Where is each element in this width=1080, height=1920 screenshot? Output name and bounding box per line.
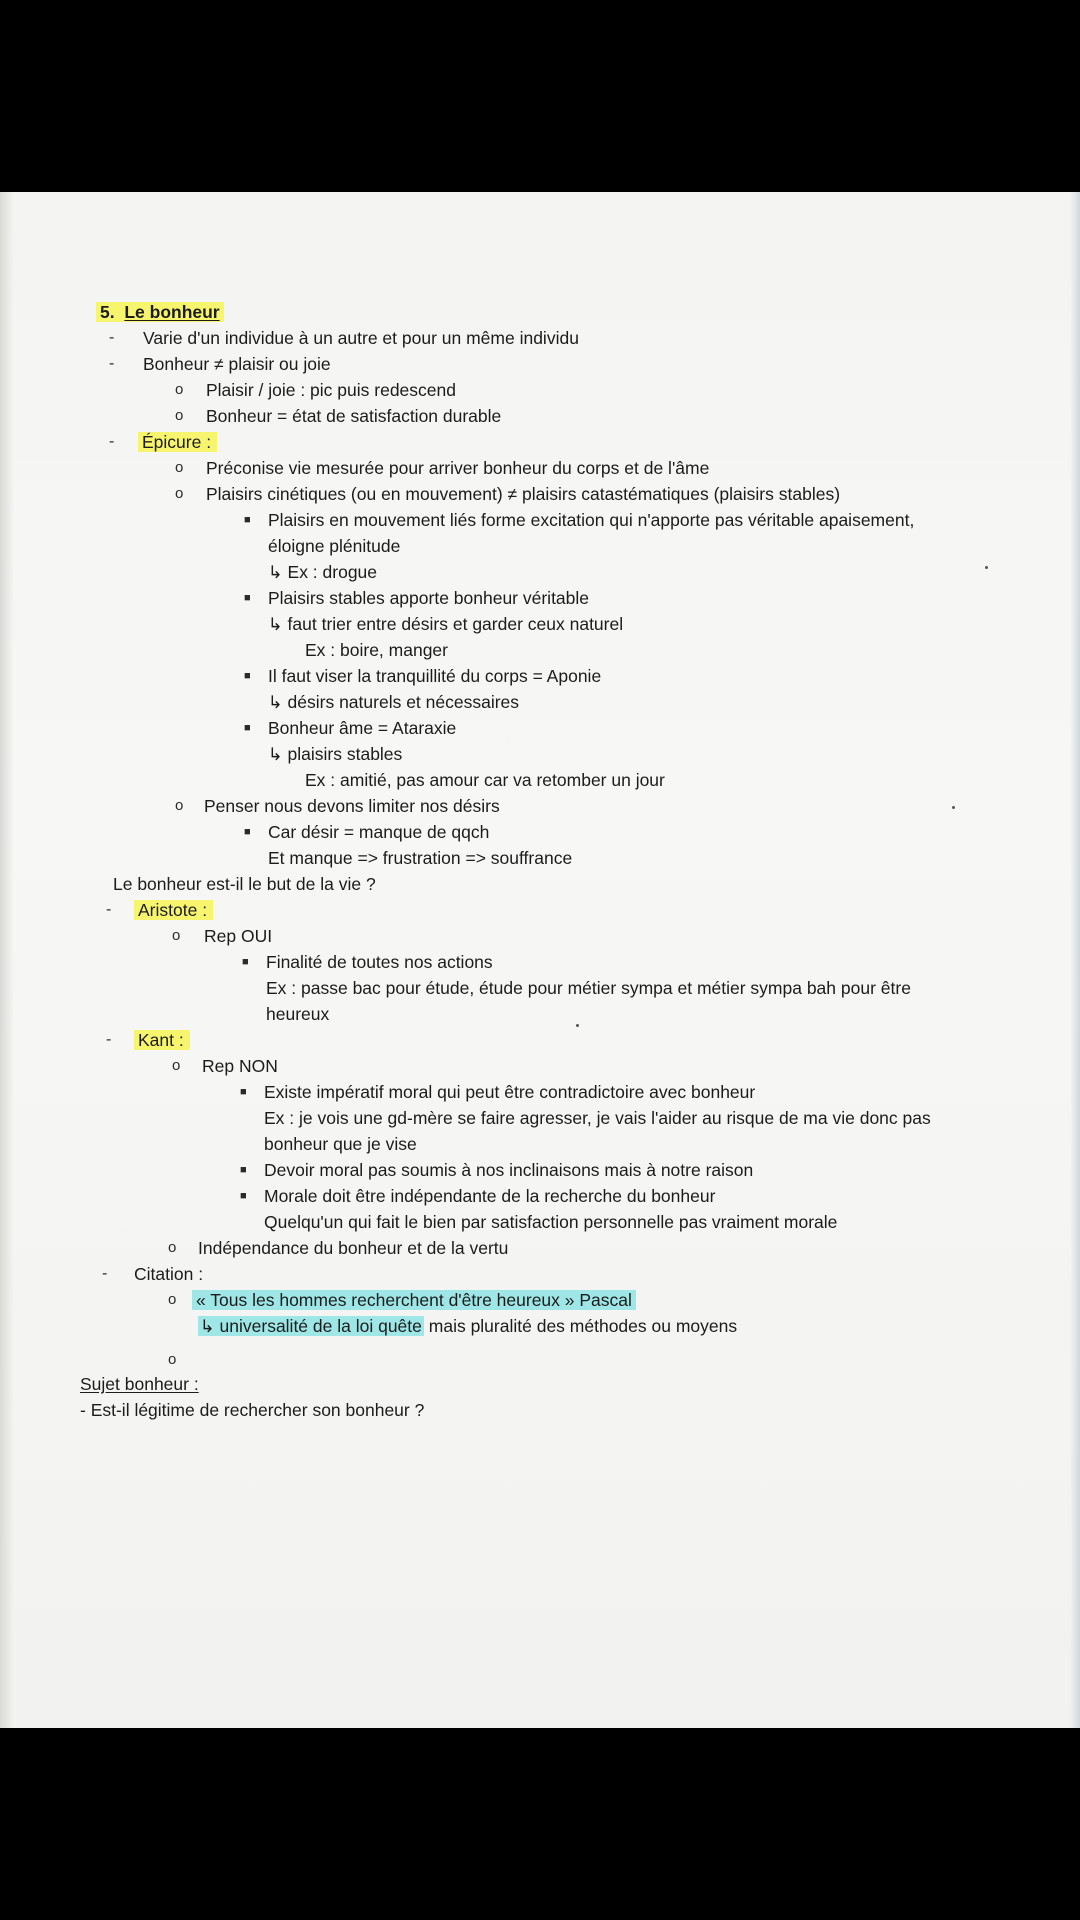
section-number: 5. <box>100 302 115 322</box>
text-line: Plaisir / joie : pic puis redescend <box>206 380 456 400</box>
square-bullet: ■ <box>244 722 251 734</box>
circle-bullet: o <box>172 1057 181 1074</box>
square-bullet: ■ <box>242 956 249 968</box>
text-line: ↳ désirs naturels et nécessaires <box>268 692 520 712</box>
text-line: éloigne plénitude <box>268 536 401 556</box>
highlighted-quote: « Tous les hommes recherchent d'être heureux » Pascal <box>192 1290 636 1310</box>
heading-epicure <box>138 430 217 454</box>
circle-bullet: o <box>168 1239 177 1256</box>
text-line: ↳ plaisirs stables <box>268 744 403 764</box>
square-bullet: ■ <box>240 1086 247 1098</box>
circle-bullet: o <box>175 459 184 476</box>
plain-text: mais pluralité des méthodes ou moyens <box>423 1316 738 1336</box>
text-line: Devoir moral pas soumis à nos inclinaisons mais à notre raison <box>264 1160 754 1180</box>
paper-speck <box>985 566 988 569</box>
paper-speck <box>952 806 955 809</box>
text-line: Ex : boire, manger <box>305 640 448 660</box>
circle-bullet: o <box>175 485 184 502</box>
section-title: Le bonheur <box>124 302 220 322</box>
text-line: Quelqu'un qui fait le bien par satisfaction personnelle pas vraiment morale <box>264 1212 838 1232</box>
text-line: Finalité de toutes nos actions <box>266 952 493 972</box>
dash-bullet: - <box>109 329 115 346</box>
circle-bullet: o <box>172 927 181 944</box>
highlighted-text: ↳ universalité de la loi quête <box>200 1316 422 1336</box>
dash-bullet: - <box>106 901 112 918</box>
highlighted-text: Kant : <box>134 1030 190 1050</box>
paper-speck <box>576 1024 579 1027</box>
highlighted-text: Épicure : <box>138 432 217 452</box>
text-line: Plaisirs cinétiques (ou en mouvement) ≠ plaisirs catastématiques (plaisirs stables) <box>206 484 841 504</box>
text-line: Bonheur ≠ plaisir ou joie <box>143 354 331 374</box>
text-line: Il faut viser la tranquillité du corps = Aponie <box>268 666 602 686</box>
text-line: Indépendance du bonheur et de la vertu <box>198 1238 509 1258</box>
question-line: Le bonheur est-il le but de la vie ? <box>113 874 376 894</box>
square-bullet: ■ <box>244 670 251 682</box>
text-line: Ex : passe bac pour étude, étude pour métier sympa et métier sympa bah pour être <box>266 978 911 998</box>
quote-explanation <box>198 1314 737 1338</box>
dash-bullet: - <box>102 1265 108 1282</box>
text-line: heureux <box>266 1004 330 1024</box>
dash-bullet: - <box>109 355 115 372</box>
heading-kant <box>134 1028 190 1052</box>
square-bullet: ■ <box>244 826 251 838</box>
square-bullet: ■ <box>240 1164 247 1176</box>
text-line: Plaisirs stables apporte bonheur véritable <box>268 588 590 608</box>
section-heading <box>96 300 224 324</box>
circle-bullet: o <box>175 407 184 424</box>
text-line: bonheur que je vise <box>264 1134 417 1154</box>
text-line: Existe impératif moral qui peut être contradictoire avec bonheur <box>264 1082 756 1102</box>
text-line: Varie d'un individue à un autre et pour un même individu <box>143 328 579 348</box>
document-page <box>0 192 1080 1728</box>
text-line: Citation : <box>134 1264 204 1284</box>
text-line: Bonheur = état de satisfaction durable <box>206 406 502 426</box>
square-bullet: ■ <box>240 1190 247 1202</box>
text-line: Ex : je vois une gd-mère se faire agresser, je vais l'aider au risque de ma vie donc pas <box>264 1108 931 1128</box>
highlighted-text: Aristote : <box>134 900 213 920</box>
square-bullet: ■ <box>244 514 251 526</box>
text-line: ↳ Ex : drogue <box>268 562 378 582</box>
text-line: Rep OUI <box>204 926 273 946</box>
text-line: ↳ faut trier entre désirs et garder ceux naturel <box>268 614 624 634</box>
text-line: Ex : amitié, pas amour car va retomber un jour <box>305 770 665 790</box>
quote-line <box>192 1288 636 1312</box>
text-line: Morale doit être indépendante de la recherche du bonheur <box>264 1186 716 1206</box>
circle-bullet: o <box>168 1351 177 1368</box>
circle-bullet: o <box>175 797 184 814</box>
dash-bullet: - <box>106 1031 112 1048</box>
text-line: Préconise vie mesurée pour arriver bonheur du corps et de l'âme <box>206 458 710 478</box>
circle-bullet: o <box>175 381 184 398</box>
heading-aristote <box>134 898 213 922</box>
subject-question: - Est-il légitime de rechercher son bonheur ? <box>80 1400 425 1420</box>
circle-bullet: o <box>168 1291 177 1308</box>
text-line: Penser nous devons limiter nos désirs <box>204 796 500 816</box>
text-line: Rep NON <box>202 1056 278 1076</box>
text-line: Bonheur âme = Ataraxie <box>268 718 457 738</box>
text-line: Car désir = manque de qqch <box>268 822 490 842</box>
text-line: Plaisirs en mouvement liés forme excitation qui n'apporte pas véritable apaisement, <box>268 510 915 530</box>
subject-heading: Sujet bonheur : <box>80 1374 199 1394</box>
square-bullet: ■ <box>244 592 251 604</box>
dash-bullet: - <box>109 433 115 450</box>
text-line: Et manque => frustration => souffrance <box>268 848 573 868</box>
